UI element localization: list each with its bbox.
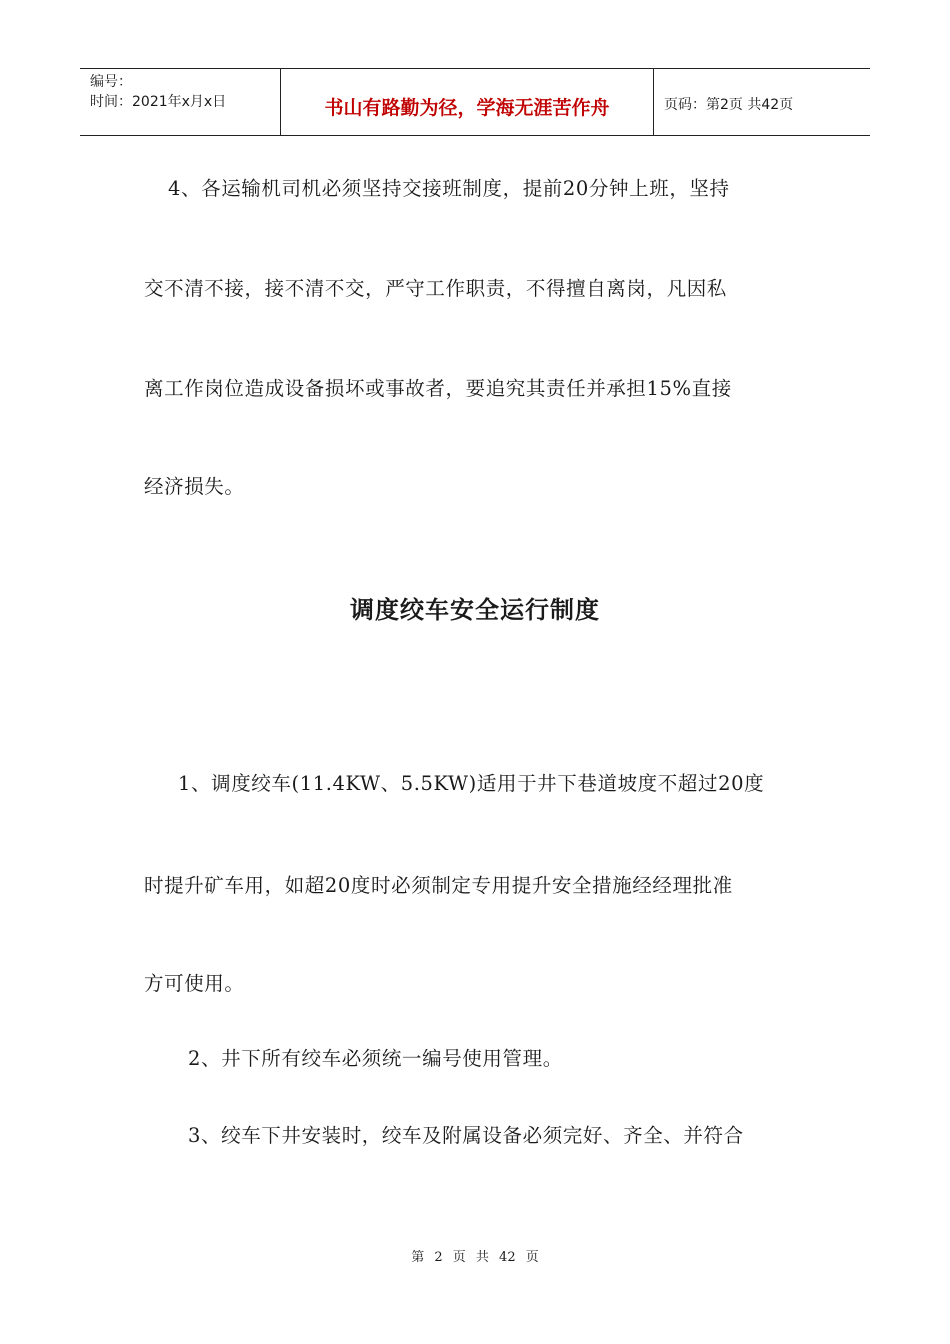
- paragraph-line: 交不清不接，接不清不交，严守工作职责，不得擅自离岗，凡因私: [144, 277, 727, 300]
- paragraph-line: 方可使用。: [144, 972, 245, 995]
- page-header: [80, 68, 870, 136]
- paragraph-line: 3、绞车下井安装时，绞车及附属设备必须完好、齐全、并符合: [188, 1124, 744, 1147]
- paragraph-line: 2、井下所有绞车必须统一编号使用管理。: [188, 1047, 563, 1070]
- section-title: 调度绞车安全运行制度: [350, 596, 600, 624]
- header-date-label: 时间：2021年x月x日: [90, 94, 227, 110]
- paragraph-line: 1、调度绞车(11.4KW、5.5KW)适用于井下巷道坡度不超过20度: [178, 772, 765, 795]
- paragraph-line: 4、各运输机司机必须坚持交接班制度，提前20分钟上班，坚持: [168, 177, 730, 200]
- page-footer: 第 2 页 共 42 页: [411, 1250, 539, 1265]
- header-meta-cell: [80, 69, 281, 135]
- paragraph-line: 时提升矿车用，如超20度时必须制定专用提升安全措施经经理批准: [144, 874, 733, 897]
- header-page-info: 页码：第2页 共42页: [664, 97, 794, 113]
- paragraph-line: 经济损失。: [144, 475, 245, 498]
- paragraph-line: 离工作岗位造成设备损坏或事故者，要追究其责任并承担15%直接: [144, 377, 732, 400]
- header-motto: 书山有路勤为径，学海无涯苦作舟: [281, 69, 654, 135]
- header-number-label: 编号：: [90, 74, 132, 90]
